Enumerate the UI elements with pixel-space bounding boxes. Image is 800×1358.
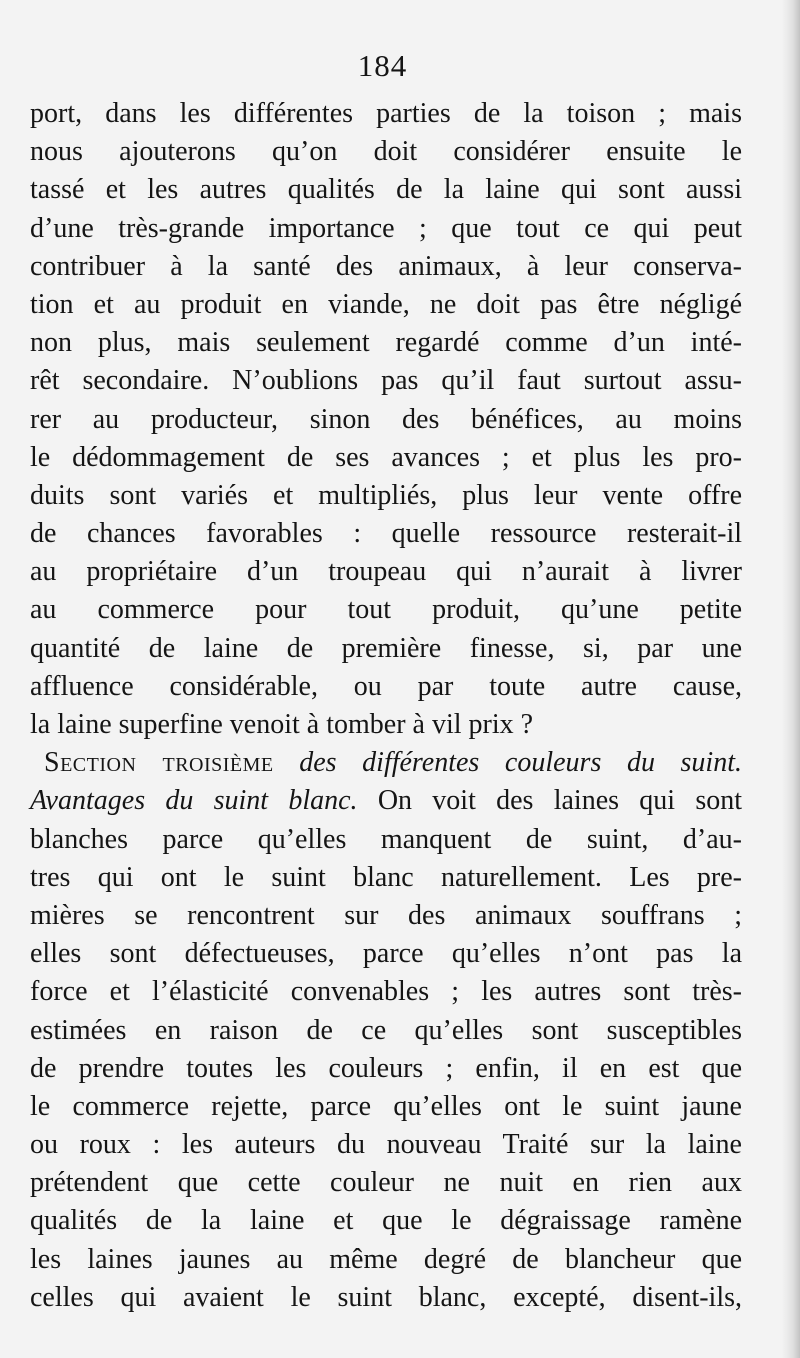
text-line: nous ajouterons qu’on doit considérer ensuite le xyxy=(30,136,742,168)
body-text xyxy=(30,95,742,1317)
text-line: quantité de laine de première finesse, si, par une xyxy=(30,632,742,664)
text-line: au propriétaire d’un troupeau qui n’aurait à livrer xyxy=(30,556,742,588)
text-line: qualités de la laine et que le dégraissage ramène xyxy=(30,1205,742,1237)
text-line: ou roux : les auteurs du nouveau Traité sur la laine xyxy=(30,1129,742,1161)
page-edge-shadow xyxy=(782,0,800,1358)
text-line: affluence considérable, ou par toute autre cause, xyxy=(30,670,742,702)
text-line: estimées en raison de ce qu’elles sont susceptibles xyxy=(30,1014,742,1046)
section-first-text: On voit des laines qui sont xyxy=(377,785,742,817)
text-line: tassé et les autres qualités de la laine qui sont aussi xyxy=(30,174,742,206)
text-line: de prendre toutes les couleurs ; enfin, il en est que xyxy=(30,1052,742,1084)
section-heading-line xyxy=(30,782,742,820)
page-number: 184 xyxy=(357,48,408,83)
section-subtitle: Avantages du suint blanc. xyxy=(30,785,358,817)
text-line: tres qui ont le suint blanc naturellement. Les pre- xyxy=(30,861,742,893)
text-line: celles qui avaient le suint blanc, excepté, disent-ils, xyxy=(30,1281,742,1313)
text-line: tion et au produit en viande, ne doit pas être négligé xyxy=(30,288,742,320)
text-line: rer au producteur, sinon des bénéfices, au moins xyxy=(30,403,742,435)
section-title: des différentes couleurs du suint. xyxy=(299,747,742,779)
text-line: port, dans les différentes parties de la toison ; mais xyxy=(30,98,742,129)
text-line: non plus, mais seulement regardé comme d’un inté- xyxy=(30,327,742,359)
text-line: le dédommagement de ses avances ; et plus les pro- xyxy=(30,441,742,473)
text-line: force et l’élasticité convenables ; les autres sont très- xyxy=(30,976,742,1008)
text-line: blanches parce qu’elles manquent de suint, d’au- xyxy=(30,823,742,855)
text-line: d’une très-grande importance ; que tout ce qui peut xyxy=(30,212,742,244)
text-line: au commerce pour tout produit, qu’une petite xyxy=(30,594,742,626)
text-line: mières se rencontrent sur des animaux souffrans ; xyxy=(30,899,742,931)
text-line: de chances favorables : quelle ressource resterait-il xyxy=(30,518,742,550)
text-line: les laines jaunes au même degré de blancheur que xyxy=(30,1243,742,1275)
text-line: le commerce rejette, parce qu’elles ont le suint jaune xyxy=(30,1090,742,1122)
text-line: rêt secondaire. N’oublions pas qu’il faut surtout assu- xyxy=(30,365,742,397)
section-label: Section troisième xyxy=(44,747,274,779)
text-line: la laine superfine venoit à tomber à vil prix ? xyxy=(30,709,534,740)
text-line: duits sont variés et multipliés, plus leur vente offre xyxy=(30,479,742,511)
text-line: elles sont défectueuses, parce qu’elles n’ont pas la xyxy=(30,938,742,970)
text-line: prétendent que cette couleur ne nuit en rien aux xyxy=(30,1167,742,1199)
section-heading-line xyxy=(30,744,742,782)
text-line: contribuer à la santé des animaux, à leur conserva- xyxy=(30,250,742,282)
